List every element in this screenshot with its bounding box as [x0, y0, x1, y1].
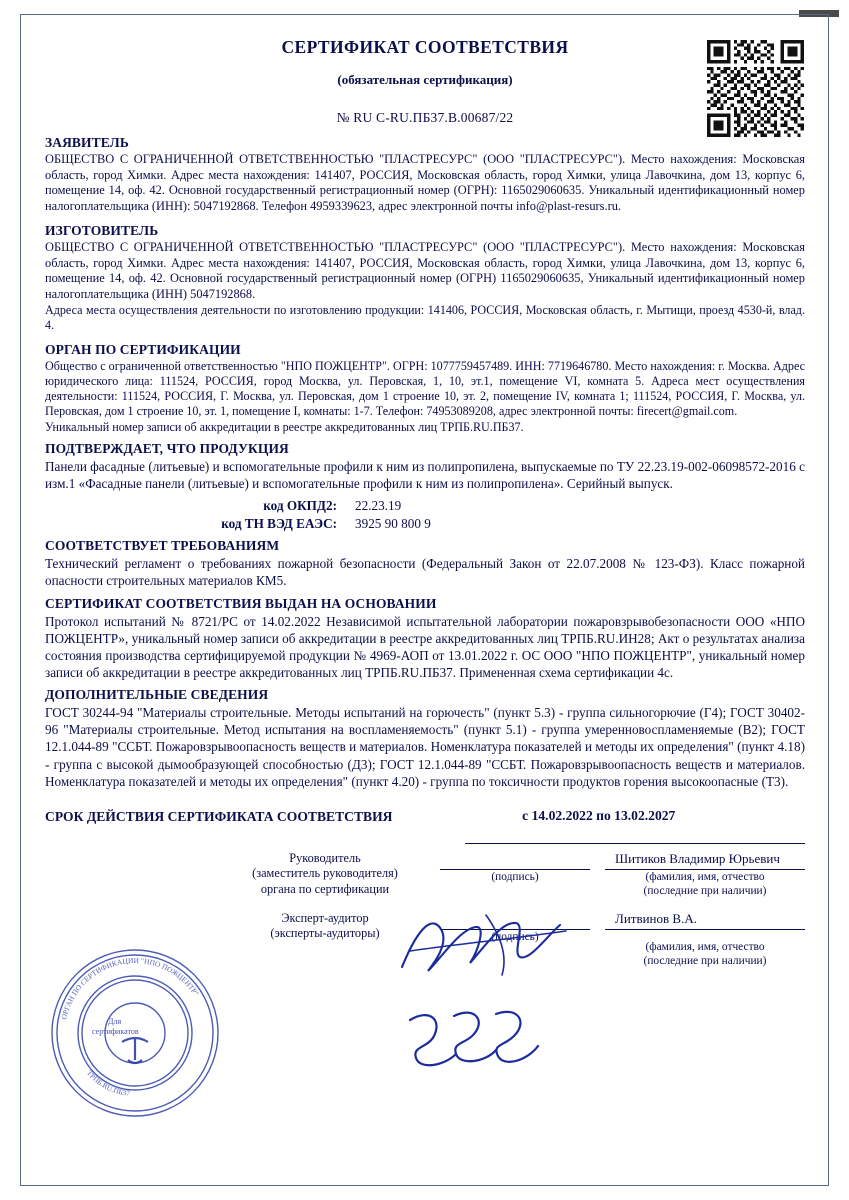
signer-role-head: [220, 851, 430, 897]
certification-body-accreditation: Уникальный номер записи об аккредитации в реестре аккредитованных лиц ТРПБ.RU.ПБ37.: [45, 419, 524, 434]
page-title: СЕРТИФИКАТ СООТВЕТСТВИЯ: [281, 37, 569, 57]
signature-line: [440, 929, 590, 930]
name-caption: [605, 941, 805, 968]
signer-name: Литвинов В.А.: [615, 910, 697, 926]
validity-dates: с 14.02.2022 по 13.02.2027: [522, 807, 676, 823]
code-label: код ОКПД2:: [263, 498, 337, 514]
code-row: [45, 498, 805, 514]
caption-line: (фамилия, имя, отчество: [645, 940, 765, 953]
section-heading-basis: СЕРТИФИКАТ СООТВЕТСТВИЯ ВЫДАН НА ОСНОВАНИИ: [45, 595, 437, 611]
svg-text:ТРПБ.RU.ПБ37: ТРПБ.RU.ПБ37: [84, 1068, 131, 1098]
signature-caption: (подпись): [491, 930, 539, 943]
manufacturer-address-text: Адреса места осуществления деятельности по изготовлению продукции: 141406, РОССИЯ, Московская область, г. Мытищи, проезд 4530-й, влад. 4.: [45, 303, 805, 332]
name-line: [605, 929, 805, 930]
validity-label: СРОК ДЕЙСТВИЯ СЕРТИФИКАТА СООТВЕТСТВИЯ: [45, 808, 393, 824]
caption-line: (фамилия, имя, отчество: [645, 870, 765, 883]
section-heading-product: ПОДТВЕРЖДАЕТ, ЧТО ПРОДУКЦИЯ: [45, 440, 289, 456]
validity-row: [45, 808, 805, 825]
name-line: [605, 869, 805, 870]
product-text: Панели фасадные (литьевые) и вспомогательные профили к ним из полипропилена, выпускаемые по ТУ 22.23.19-002-06098572-2016 с изм.1 «Фасадные панели (литьевые) и вспомогательные профили к ним из полипропилена». Серийный выпуск.: [45, 458, 805, 492]
role-line: органа по сертификации: [260, 881, 390, 896]
section-heading-requirements: СООТВЕТСТВУЕТ ТРЕБОВАНИЯМ: [45, 538, 280, 554]
signature-caption: (подпись): [491, 870, 539, 883]
product-codes: [45, 498, 805, 532]
role-line: (эксперты-аудиторы): [270, 926, 380, 941]
validity-underline: [465, 843, 805, 844]
svg-text:Для: Для: [108, 1017, 122, 1026]
code-row: [45, 516, 805, 532]
caption-line: (последние при наличии): [643, 954, 767, 967]
svg-text:сертификатов: сертификатов: [92, 1027, 139, 1036]
certification-body-text: Общество с ограниченной ответственностью "НПО ПОЖЦЕНТР". ОГРН: 1077759457489. ИНН: 7719646780. Место нахождения: г. Москва. Адрес юридического лица: 111524, РОССИЯ, город Москва, ул. Перовская, 1, 10, эт.1, помещение VI, комната 5. Адреса мест осуществления деятельности: 111524, РОССИЯ, Г. Москва, ул. Перовская, дом 1 строение 10, эт. 2, помещение IV, комната 1; 111524, РОССИЯ, Г. Москва, ул. Перовская, дом 1 строение 10, эт. 1, помещение I, комнаты: 1-7. Телефон: 74953089208, адрес электронной почты: firecert@gmail.com.: [45, 358, 805, 418]
code-label: код ТН ВЭД ЕАЭС:: [221, 516, 337, 532]
additional-text: ГОСТ 30244-94 "Материалы строительные. Методы испытаний на горючесть" (пункт 5.3) - группа сильногорючие (Г4); ГОСТ 30402-96 "Материалы строительные. Метод испытания на воспламеняемость" (пункт 5.1) - группа умеренновоспламеняемые (В2); ГОСТ 12.1.044-89 "ССБТ. Пожаровзрывоопасность веществ и материалов. Номенклатура показателей и методы их определения" (пункт 4.18) - группа с высокой дымообразующей способностью (Д3); ГОСТ 12.1.044-89 "ССБТ. Пожаровзрывоопасность веществ и материалов. Номенклатура показателей и методы их определения" (пункт 4.20) - группа по токсичности продуктов горения высокоопасные (Т3).: [45, 705, 805, 789]
document-body: [45, 34, 805, 1021]
section-heading-manufacturer: ИЗГОТОВИТЕЛЬ: [45, 223, 159, 238]
section-heading-additional: ДОПОЛНИТЕЛЬНЫЕ СВЕДЕНИЯ: [45, 687, 269, 703]
section-heading-certification-body: ОРГАН ПО СЕРТИФИКАЦИИ: [45, 341, 241, 357]
code-value: 3925 90 800 9: [355, 516, 431, 532]
basis-text: Протокол испытаний № 8721/РС от 14.02.2022 Независимой испытательной лаборатории пожаровзрывобезопасности ООО «НПО ПОЖЦЕНТР», уникальный номер записи об аккредитации в реестре аккредитованных лиц ТРПБ.RU.ИН28; Акт о результатах анализа состояния производства сертифицируемой продукции № 4969-АОП от 13.01.2022 г. ОС ООО "НПО ПОЖЦЕНТР", уникальный номер записи об аккредитации в реестре аккредитованных лиц ТРПБ.RU.ПБ37. Примененная схема сертификации 4с.: [45, 613, 805, 680]
role-line: Эксперт-аудитор: [281, 910, 369, 925]
signature-line: [440, 869, 590, 870]
section-heading-applicant: ЗАЯВИТЕЛЬ: [45, 135, 129, 150]
requirements-text: Технический регламент о требованиях пожарной безопасности (Федеральный Закон от 22.07.2008 № 123-ФЗ). Класс пожарной опасности строительных материалов КМ5.: [45, 556, 805, 589]
document-subtitle: (обязательная сертификация): [337, 72, 513, 87]
signer-role-expert: [220, 911, 430, 942]
code-value: 22.23.19: [355, 498, 402, 514]
manufacturer-text: ОБЩЕСТВО С ОГРАНИЧЕННОЙ ОТВЕТСТВЕННОСТЬЮ "ПЛАСТРЕСУРС" (ООО "ПЛАСТРЕСУРС"). Место нахождения: Московская область, город Химки. Адрес места нахождения: 141407, РОССИЯ, Московская область, город Химки, улица Лавочкина, дом 13, корпус 6, помещение 14, оф. 42. Основной государственный регистрационный номер (ОГРН) 1165029060635, Уникальный идентификационный номер налогоплательщика (ИНН) 5047192868.: [45, 240, 805, 301]
name-caption: [605, 871, 805, 898]
signer-name: Шитиков Владимир Юрьевич: [615, 850, 780, 866]
caption-line: (последние при наличии): [643, 884, 767, 897]
signature-block: [45, 851, 805, 1021]
certificate-number: № RU C-RU.ПБ37.В.00687/22: [336, 110, 514, 125]
role-line: (заместитель руководителя): [252, 866, 398, 881]
applicant-text: ОБЩЕСТВО С ОГРАНИЧЕННОЙ ОТВЕТСТВЕННОСТЬЮ "ПЛАСТРЕСУРС" (ООО "ПЛАСТРЕСУРС"). Место нахождения: Московская область, город Химки. Адрес места нахождения: 141407, РОССИЯ, Московская область, город Химки, улица Лавочкина, дом 13, корпус 6, помещение 14, оф. 42. Основной государственный регистрационный номер (ОГРН): 1165029060635. Уникальный идентификационный номер налогоплательщика (ИНН): 5047192868. Телефон 4959339623, адрес электронной почты info@plast-resurs.ru.: [45, 152, 805, 213]
svg-text:ОРГАН ПО СЕРТИФИКАЦИИ "НПО ПО: ОРГАН ПО СЕРТИФИКАЦИИ "НПО ПОЖЦЕНТР": [59, 955, 201, 1021]
role-line: Руководитель: [289, 850, 361, 865]
scan-artifact: [799, 10, 839, 17]
